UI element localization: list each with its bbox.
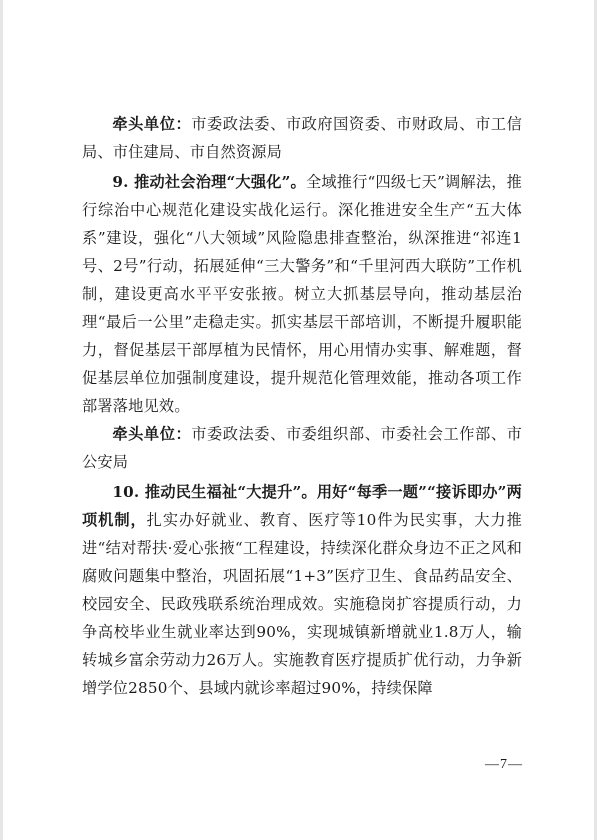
document-body bbox=[82, 110, 522, 702]
lead-unit-label: 牵头单位： bbox=[112, 425, 192, 443]
lead-unit-paragraph-1 bbox=[82, 110, 522, 166]
lead-unit-text: 市委政法委、市政府国资委、市财政局、市工信局、市住建局、市自然资源局 bbox=[82, 115, 522, 161]
page-number: —7— bbox=[485, 757, 523, 772]
item-10-heading: 10. 推动民生福祉“大提升”。用好“每季一题”“接诉即办”两项机制， bbox=[82, 483, 522, 529]
item-10-text: 扎实办好就业、教育、医疗等10件为民实事，大力推进“结对帮扶·爱心张掖“工程建设，持续深化群众身边不正之风和腐败问题集中整治，巩固拓展“1+3”医疗卫生、食品药品安全、校园安全、民政残联系统治理成效。实施稳岗扩容提质行动，力争高校毕业生就业率达到90%，实现城镇新增就业1.8万人，输转城乡富余劳动力26万人。实施教育医疗提质扩优行动，力争新增学位2850个、县域内就诊率超过90%，持续保障 bbox=[82, 511, 522, 697]
lead-unit-text: 市委政法委、市委组织部、市委社会工作部、市公安局 bbox=[82, 425, 522, 471]
item-9-paragraph bbox=[82, 168, 522, 420]
item-9-text: 全域推行“四级七天”调解法，推行综治中心规范化建设实战化运行。深化推进安全生产“五大体系”建设，强化“八大领域”风险隐患排查整治，纵深推进“祁连1号、2号”行动，拓展延伸“三大警务”和“千里河西大联防”工作机制，建设更高水平平安张掖。树立大抓基层导向，推动基层治理“最后一公里”走稳走实。抓实基层干部培训，不断提升履职能力，督促基层干部厚植为民情怀，用心用情办实事、解难题，督促基层单位加强制度建设，提升规范化管理效能，推动各项工作部署落地见效。 bbox=[82, 173, 522, 415]
page-edge-left bbox=[0, 0, 3, 840]
lead-unit-label: 牵头单位： bbox=[112, 115, 192, 133]
lead-unit-paragraph-2 bbox=[82, 420, 522, 476]
item-10-paragraph bbox=[82, 478, 522, 702]
item-9-heading: 9. 推动社会治理“大强化”。 bbox=[112, 173, 306, 191]
